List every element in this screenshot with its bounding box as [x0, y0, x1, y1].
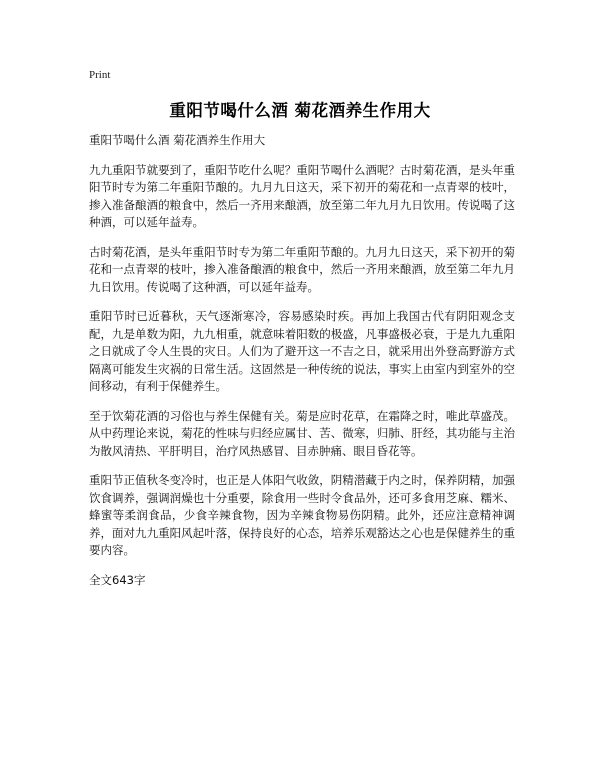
- paragraph-1: 九九重阳节就要到了，重阳节吃什么呢？重阳节喝什么酒呢？古时菊花酒，是头年重阳节时专为第二年重阳节酿的。九月九日这天，采下初开的菊花和一点青翠的枝叶，掺入准备酿酒的粮食中，然后一齐用来酿酒，放至第二年九月九日饮用。传说喝了这种酒，可以延年益寿。: [89, 162, 515, 229]
- paragraph-5: 重阳节正值秋冬变冷时，也正是人体阳气收敛，阴精潜藏于内之时，保养阴精，加强饮食调养，强调润燥也十分重要，除食用一些时令食品外，还可多食用芝麻、糯米、蜂蜜等柔润食品，少食辛辣食物，因为辛辣食物易伤阴精。此外，还应注意精神调养，面对九九重阳风起叶落，保持良好的心态，培养乐观豁达之心也是保健养生的重要内容。: [89, 473, 515, 557]
- article-subtitle: 重阳节喝什么酒 菊花酒养生作用大: [89, 133, 266, 147]
- paragraph-3: 重阳节时已近暮秋，天气逐渐寒冷，容易感染时疾。再加上我国古代有阴阳观念支配，九是单数为阳，九九相重，就意味着阳数的极盛，凡事盛极必衰，于是九九重阳之日就成了令人生畏的灾日。人们为了避开这一不吉之日，就采用出外登高野游方式隔离可能发生灾祸的日常生活。这固然是一种传统的说法，事实上由室内到室外的空间移动，有利于保健养生。: [89, 309, 515, 393]
- paragraph-4: 至于饮菊花酒的习俗也与养生保健有关。菊是应时花草，在霜降之时，唯此草盛茂。从中药理论来说，菊花的性味与归经应属甘、苦、微寒，归肺、肝经，其功能与主治为散风清热、平肝明目，治疗风热感冒、目赤肿痛、眼目昏花等。: [89, 408, 515, 458]
- word-count: 全文643字: [89, 572, 146, 587]
- article-title: 重阳节喝什么酒 菊花酒养生作用大: [169, 101, 431, 120]
- paragraph-2: 古时菊花酒，是头年重阳节时专为第二年重阳节酿的。九月九日这天，采下初开的菊花和一点青翠的枝叶，掺入准备酿酒的粮食中，然后一齐用来酿酒，放至第二年九月九日饮用。传说喝了这种酒，可以延年益寿。: [89, 244, 515, 294]
- print-link[interactable]: Print: [89, 69, 111, 81]
- article-body: [89, 132, 515, 589]
